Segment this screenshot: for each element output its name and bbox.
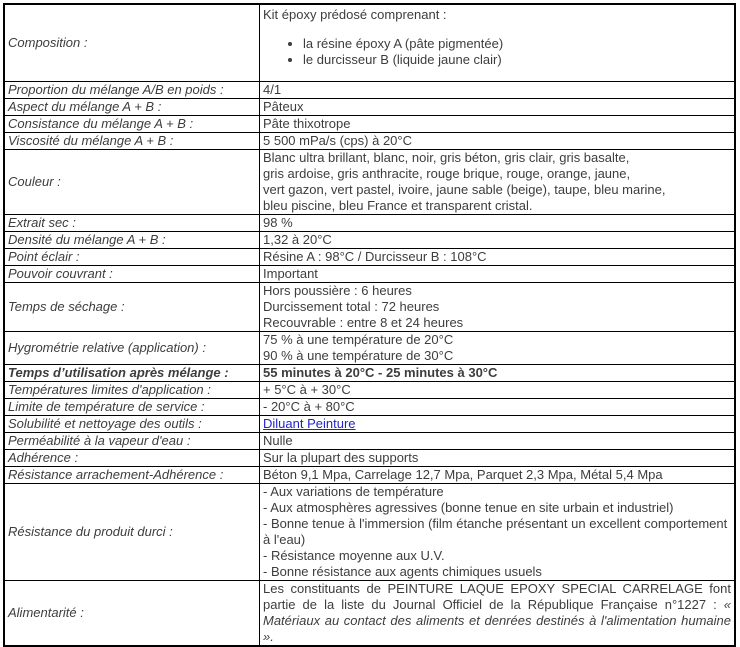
property-value: Résine A : 98°C / Durcisseur B : 108°C [260, 249, 736, 266]
property-value [260, 581, 736, 647]
property-value: 55 minutes à 20°C - 25 minutes à 30°C [260, 365, 736, 382]
property-value: Important [260, 266, 736, 283]
property-label: Densité du mélange A + B : [4, 232, 260, 249]
table-row [4, 116, 735, 133]
property-label: Aspect du mélange A + B : [4, 99, 260, 116]
property-label: Alimentarité : [4, 581, 260, 647]
table-row [4, 467, 735, 484]
property-label: Perméabilité à la vapeur d'eau : [4, 433, 260, 450]
table-row [4, 133, 735, 150]
property-label: Viscosité du mélange A + B : [4, 133, 260, 150]
table-row [4, 4, 735, 82]
value-line: - Bonne résistance aux agents chimiques usuels [263, 564, 542, 579]
property-label: Résistance du produit durci : [4, 484, 260, 581]
alimentarite-quote: « Matériaux au contact des aliments et denrées destinés à l'alimentation humaine ». [263, 597, 731, 644]
property-label: Consistance du mélange A + B : [4, 116, 260, 133]
property-value [260, 416, 736, 433]
property-value: Nulle [260, 433, 736, 450]
value-line: - Résistance moyenne aux U.V. [263, 548, 445, 563]
table-row [4, 332, 735, 365]
property-value [260, 332, 736, 365]
property-label: Solubilité et nettoyage des outils : [4, 416, 260, 433]
property-label: Résistance arrachement-Adhérence : [4, 467, 260, 484]
list-item: • la résine époxy A (pâte pigmentée) [303, 36, 731, 52]
property-label: Couleur : [4, 150, 260, 215]
table-row [4, 150, 735, 215]
epoxy-spec-table [3, 3, 736, 647]
table-row [4, 82, 735, 99]
property-value: - 20°C à + 80°C [260, 399, 736, 416]
table-row [4, 382, 735, 399]
value-line: - Aux variations de température [263, 484, 444, 499]
table-row [4, 581, 735, 647]
property-label: Proportion du mélange A/B en poids : [4, 82, 260, 99]
property-value: Sur la plupart des supports [260, 450, 736, 467]
property-label: Composition : [4, 4, 260, 82]
spec-table-body [4, 4, 735, 646]
property-value [260, 150, 736, 215]
value-line: - Aux atmosphères agressives (bonne tenue en site urbain et industriel) [263, 500, 674, 515]
property-value: + 5°C à + 30°C [260, 382, 736, 399]
value-line: 75 % à une température de 20°C [263, 332, 454, 347]
property-value [260, 4, 736, 82]
value-line: Hors poussière : 6 heures [263, 283, 412, 298]
value-line: gris ardoise, gris anthracite, rouge brique, rouge, orange, jaune, [263, 166, 631, 181]
property-label: Point éclair : [4, 249, 260, 266]
value-line: Recouvrable : entre 8 et 24 heures [263, 315, 464, 330]
property-label: Pouvoir couvrant : [4, 266, 260, 283]
property-label: Hygrométrie relative (application) : [4, 332, 260, 365]
property-label: Adhérence : [4, 450, 260, 467]
table-row [4, 416, 735, 433]
composition-intro: Kit époxy prédosé comprenant : [263, 7, 447, 22]
table-row [4, 99, 735, 116]
property-value: Béton 9,1 Mpa, Carrelage 12,7 Mpa, Parquet 2,3 Mpa, Métal 5,4 Mpa [260, 467, 736, 484]
table-row [4, 365, 735, 382]
table-row [4, 484, 735, 581]
property-value: 1,32 à 20°C [260, 232, 736, 249]
alimentarite-text: Les constituants de PEINTURE LAQUE EPOXY SPECIAL CARRELAGE font partie de la liste du Journal Officiel de la République Française n°1227 : [263, 581, 731, 612]
table-row [4, 450, 735, 467]
value-line: vert gazon, vert pastel, ivoire, jaune sable (beige), taupe, bleu marine, [263, 182, 666, 197]
property-label: Limite de température de service : [4, 399, 260, 416]
property-value: 98 % [260, 215, 736, 232]
property-value: 4/1 [260, 82, 736, 99]
table-row [4, 249, 735, 266]
property-label: Temps de séchage : [4, 283, 260, 332]
value-line: 90 % à une température de 30°C [263, 348, 454, 363]
property-value: Pâteux [260, 99, 736, 116]
property-value [260, 283, 736, 332]
table-row [4, 433, 735, 450]
value-line: bleu piscine, bleu France et transparent cristal. [263, 198, 533, 213]
value-line: Blanc ultra brillant, blanc, noir, gris béton, gris clair, gris basalte, [263, 150, 630, 165]
property-label: Temps d’utilisation après mélange : [4, 365, 260, 382]
value-line: Durcissement total : 72 heures [263, 299, 440, 314]
property-value: Pâte thixotrope [260, 116, 736, 133]
list-item: • le durcisseur B (liquide jaune clair) [303, 52, 731, 68]
table-row [4, 399, 735, 416]
diluant-peinture-link[interactable]: Diluant Peinture [263, 416, 356, 431]
property-value [260, 484, 736, 581]
property-label: Températures limites d'application : [4, 382, 260, 399]
table-row [4, 266, 735, 283]
value-line: - Bonne tenue à l'immersion (film étanche présentant un excellent comportement à l'eau) [263, 516, 728, 547]
property-label: Extrait sec : [4, 215, 260, 232]
table-row [4, 283, 735, 332]
table-row [4, 232, 735, 249]
composition-list [263, 36, 731, 68]
table-row [4, 215, 735, 232]
property-value: 5 500 mPa/s (cps) à 20°C [260, 133, 736, 150]
